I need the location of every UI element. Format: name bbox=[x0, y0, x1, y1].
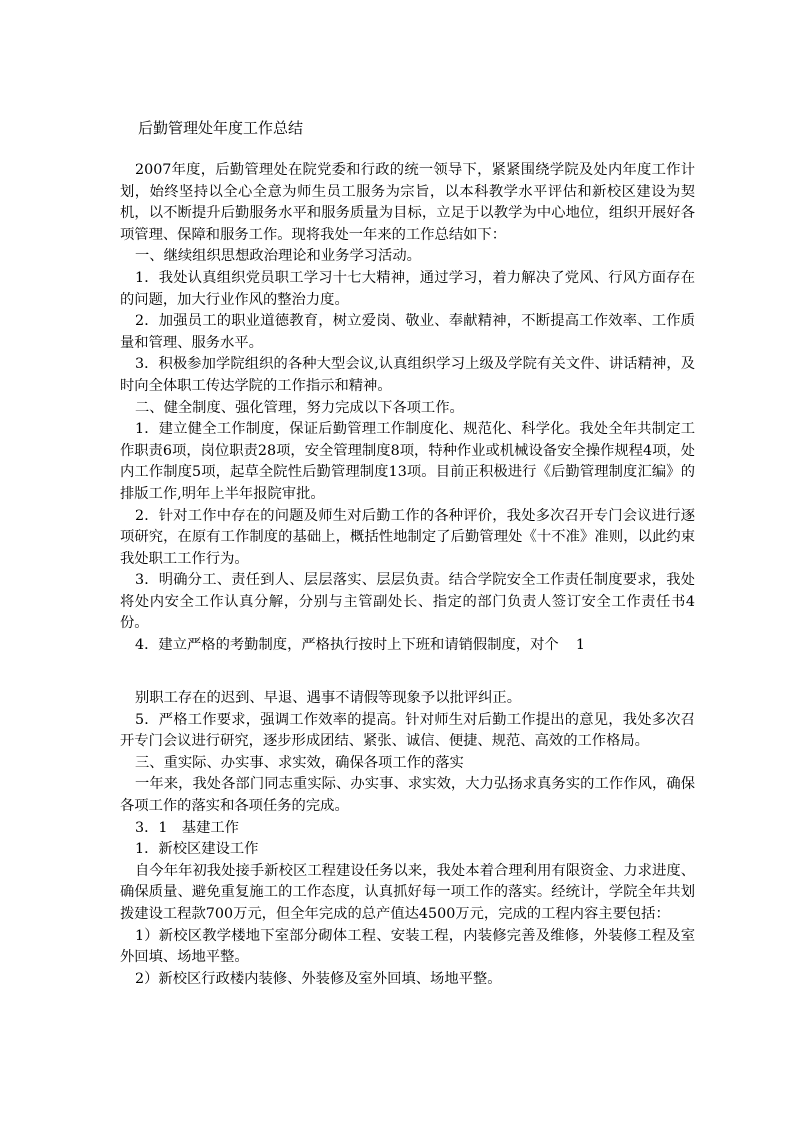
paragraph-with-page-number bbox=[120, 635, 695, 657]
page-number: 1 bbox=[575, 637, 585, 654]
intro-paragraph: 2007年度，后勤管理处在院党委和行政的统一领导下，紧紧围绕学院及处内年度工作计划，始终坚持以全心全意为师生员工服务为宗旨，以本科教学水平评估和新校区建设为契机，以不断提升后勤服务水平和服务质量为目标，立足于以教学为中心地位，组织开展好各项管理、保障和服务工作。现将我处一年来的工作总结如下： bbox=[120, 162, 695, 243]
paragraph: 2．针对工作中存在的问题及师生对后勤工作的各种评价，我处多次召开专门会议进行逐项研究，在原有工作制度的基础上，概括性地制定了后勤管理处《十不准》准则，以此约束我处职工工作行为。 bbox=[120, 507, 695, 567]
item-heading: 1．新校区建设工作 bbox=[135, 841, 259, 858]
section-heading-3: 三、重实际、办实事、求实效，确保各项工作的落实 bbox=[135, 754, 464, 771]
paragraph-text: 4．建立严格的考勤制度，严格执行按时上下班和请销假制度，对个 bbox=[135, 637, 559, 654]
paragraph: 自今年年初我处接手新校区工程建设任务以来，我处本着合理利用有限资金、力求进度、确保质量、避免重复施工的工作态度，认真抓好每一项工作的落实。经统计，学院全年共划拨建设工程款700万元，但全年完成的总产值达4500万元，完成的工程内容主要包括： bbox=[120, 862, 695, 922]
paragraph: 5．严格工作要求，强调工作效率的提高。针对师生对后勤工作提出的意见，我处多次召开专门会议进行研究，逐步形成团结、紧张、诚信、便捷、规范、高效的工作格局。 bbox=[120, 711, 695, 750]
paragraph: 3．明确分工、责任到人、层层落实、层层负责。结合学院安全工作责任制度要求，我处将处内安全工作认真分解，分别与主管副处长、指定的部门负责人签订安全工作责任书4份。 bbox=[120, 572, 695, 632]
section-heading-1: 一、继续组织思想政治理论和业务学习活动。 bbox=[135, 248, 421, 265]
list-item: 1）新校区教学楼地下室部分砌体工程、安装工程，内装修完善及维修，外装修工程及室外回填、场地平整。 bbox=[120, 927, 695, 966]
list-item: 2）新校区行政楼内装修、外装修及室外回填、场地平整。 bbox=[135, 970, 502, 987]
page2-body bbox=[120, 688, 695, 990]
page1-body bbox=[120, 160, 695, 657]
section-heading-2: 二、健全制度、强化管理，努力完成以下各项工作。 bbox=[135, 399, 464, 416]
paragraph: 一年来，我处各部门同志重实际、办实事、求实效，大力弘扬求真务实的工作作风，确保各项工作的落实和各项任务的完成。 bbox=[120, 776, 695, 814]
subsection-heading: 3．1 基建工作 bbox=[135, 819, 239, 836]
paragraph: 1．我处认真组织党员职工学习十七大精神，通过学习，着力解决了党风、行风方面存在的问题，加大行业作风的整治力度。 bbox=[120, 269, 695, 308]
paragraph: 3．积极参加学院组织的各种大型会议,认真组织学习上级及学院有关文件、讲话精神，及时向全体职工传达学院的工作指示和精神。 bbox=[120, 356, 695, 394]
paragraph: 别职工存在的迟到、早退、遇事不请假等现象予以批评纠正。 bbox=[135, 690, 522, 706]
paragraph: 1．建立健全工作制度，保证后勤管理工作制度化、规范化、科学化。我处全年共制定工作职责6项，岗位职责28项，安全管理制度8项，特种作业或机械设备安全操作规程4项，处内工作制度5项，起草全院性后勤管理制度13项。目前正积极进行《后勤管理制度汇编》的排版工作,明年上半年报院审批。 bbox=[120, 421, 695, 502]
paragraph: 2．加强员工的职业道德教育，树立爱岗、敬业、奉献精神，不断提高工作效率、工作质量和管理、服务水平。 bbox=[120, 313, 695, 351]
document-title: 后勤管理处年度工作总结 bbox=[138, 119, 304, 137]
